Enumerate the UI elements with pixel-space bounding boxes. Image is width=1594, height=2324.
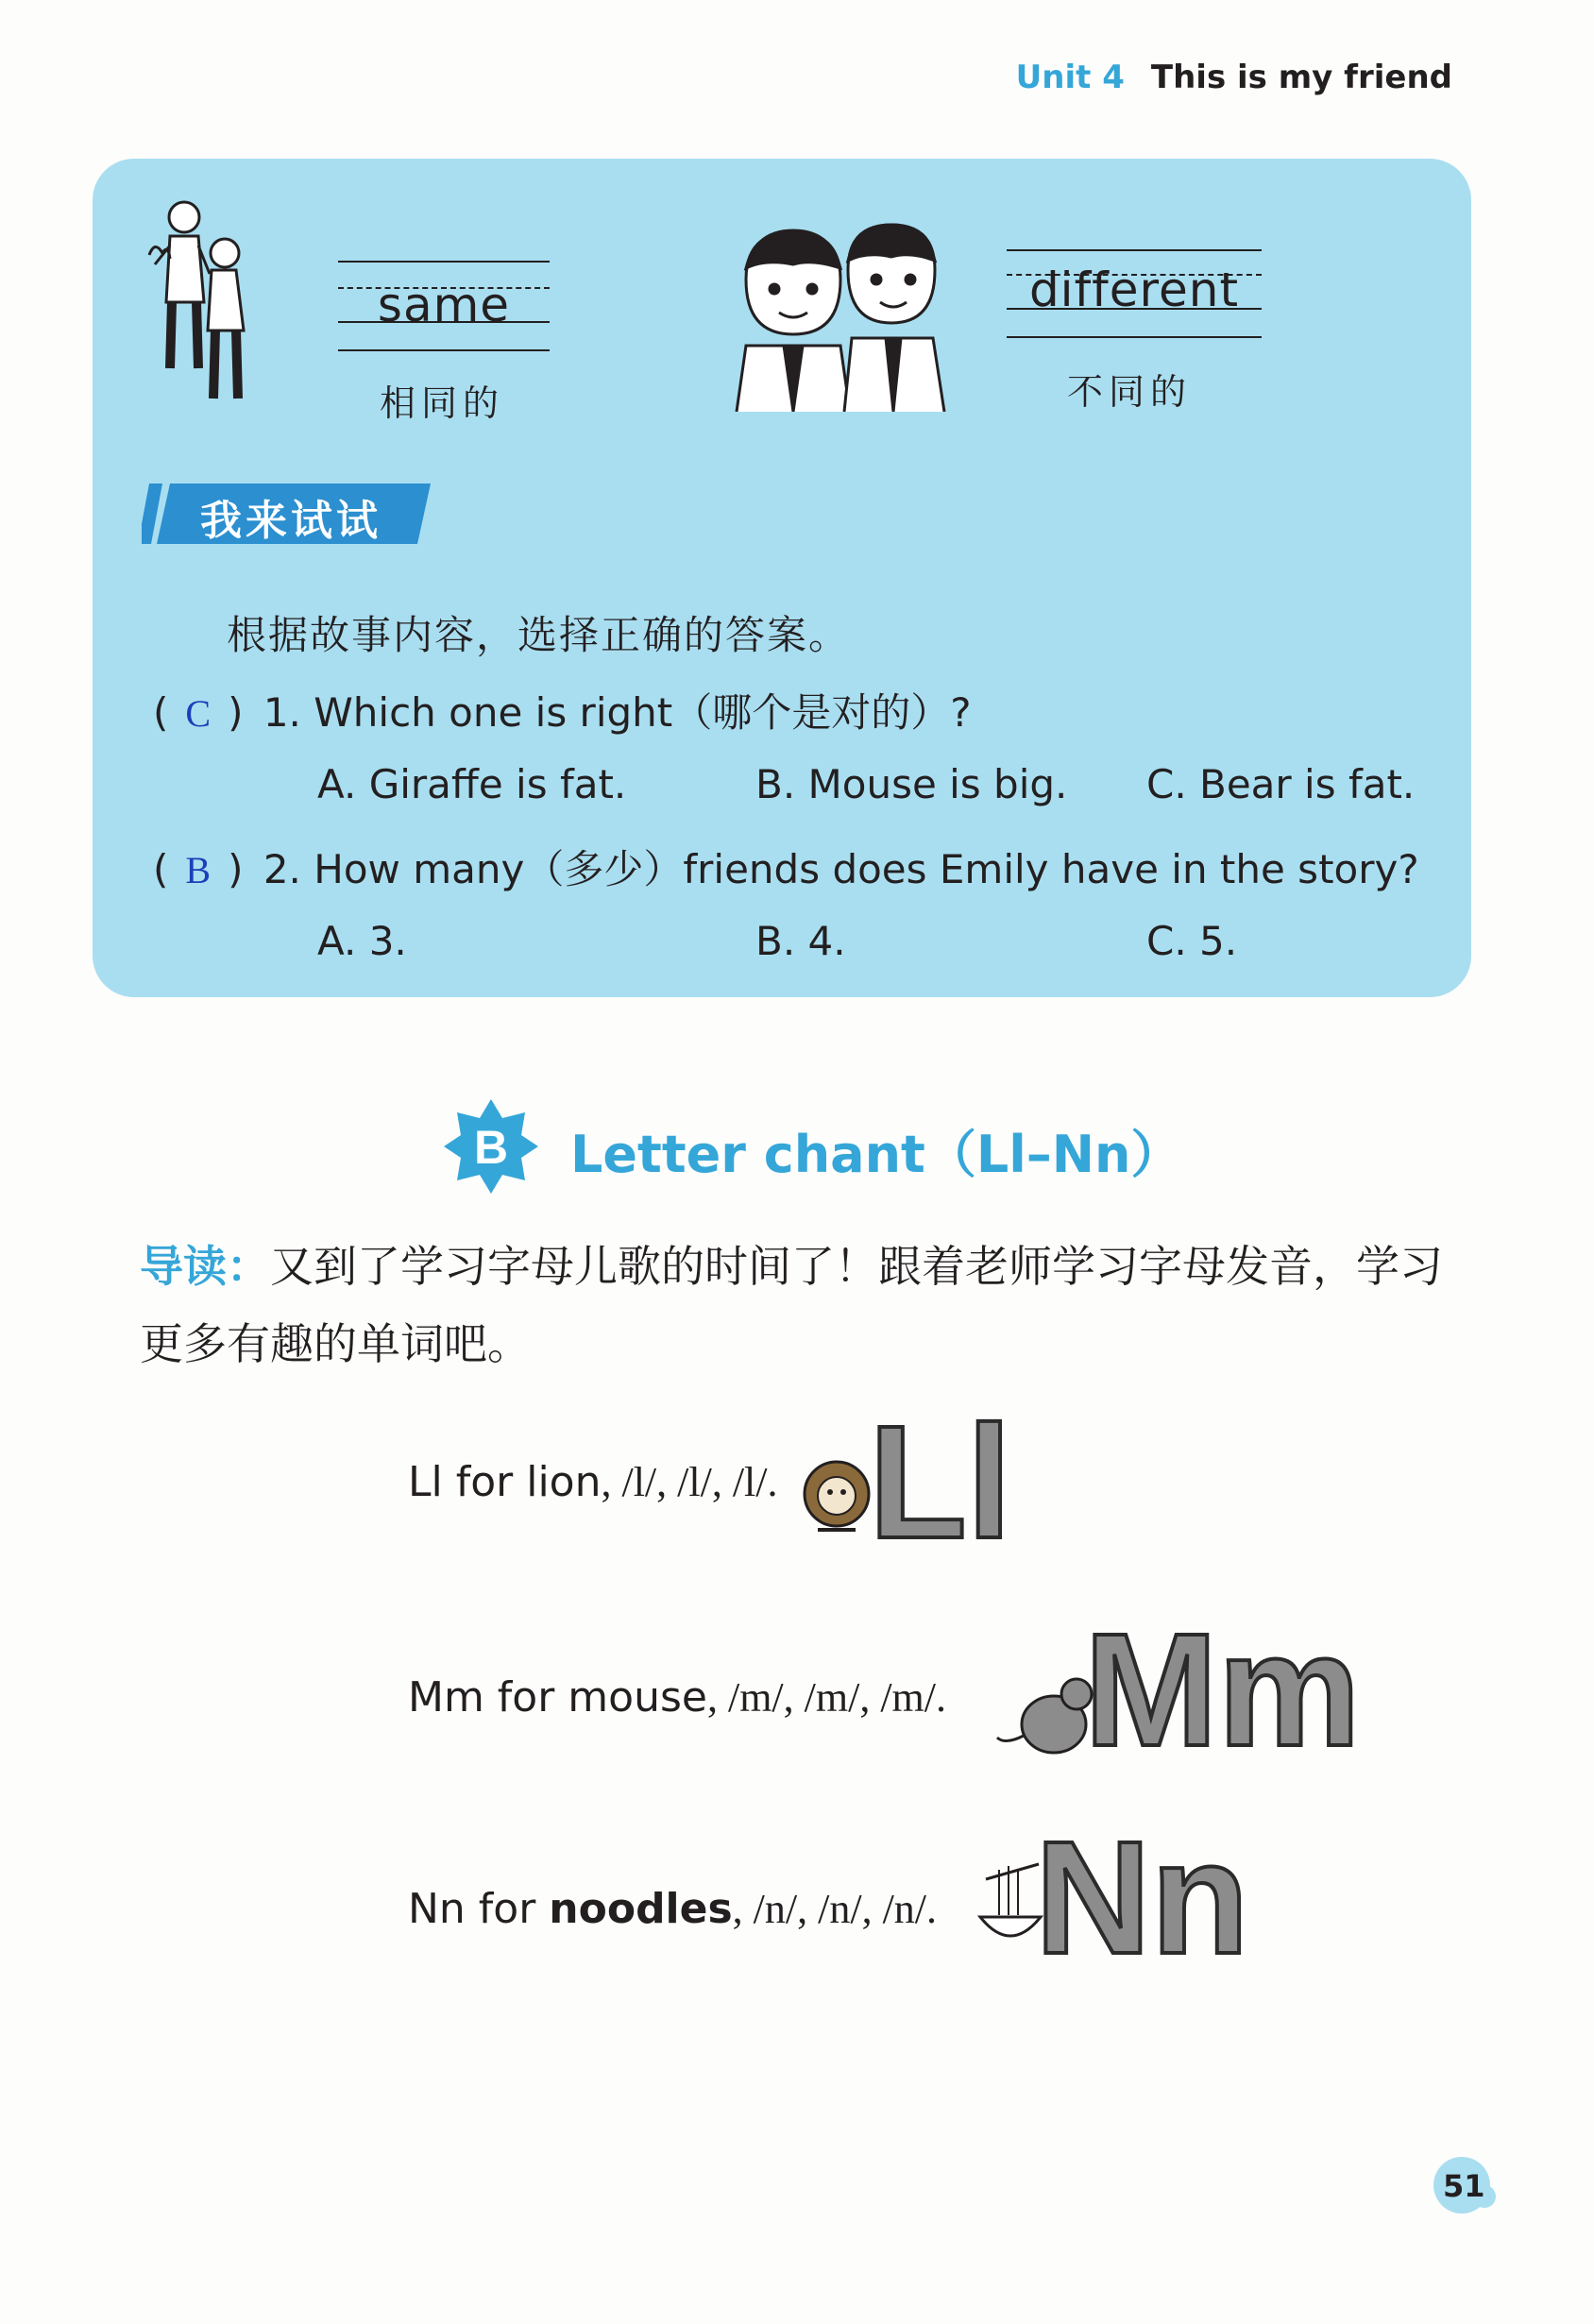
try-heading: 我来试试 [200,497,382,545]
vocab-meaning: 相同的 [380,382,505,424]
unit-title: This is my friend [1150,59,1452,96]
vocab-meaning: 不同的 [1067,371,1193,413]
answer-2: B [185,849,212,891]
vocab-word: same [377,278,511,332]
option-c: C. Bear is fat. [1146,761,1416,807]
two-boys-illustration [727,223,954,412]
option-a: A. Giraffe is fat. [317,761,627,807]
guide-text: 又到了学习字母儿歌的时间了！跟着老师学习字母发音，学习更多有趣的单词吧。 [140,1241,1443,1369]
vocab-word: different [1028,263,1240,317]
chant-line-l: Ll for lion, /l/, /l/, /l/. [408,1458,778,1506]
answer-1: C [185,692,212,735]
lion-icon [799,1454,874,1539]
option-a: A. 3. [317,918,407,964]
page-number: 51 [1443,2168,1485,2204]
letters-nn: Nn [1035,1808,1249,1988]
vocab-different [1007,249,1262,344]
question-1: ( C ) 1. Which one is right（哪个是对的）? [153,689,972,736]
option-b: B. 4. [755,918,846,964]
section-b-badge [444,1099,538,1194]
instruction: 根据故事内容，选择正确的答案。 [227,612,851,658]
option-b: B. Mouse is big. [755,761,1068,807]
letters-ll: Ll [869,1393,1012,1572]
guide-label: 导读： [140,1241,270,1292]
svg-text:B: B [473,1121,509,1174]
unit-label: Unit 4 [1015,59,1125,96]
question-text: How many（多少）friends does Emily have in the story? [314,846,1419,892]
two-girls-illustration [142,189,264,416]
question-text: Which one is right（哪个是对的）? [314,689,972,736]
question-2: ( B ) 2. How many（多少）friends does Emily have in the story? [153,846,1419,892]
unit-header [1016,59,1452,96]
guide-paragraph [140,1228,1462,1383]
option-c: C. 5. [1146,918,1238,964]
letters-mm: Mm [1084,1601,1361,1780]
chant-line-m: Mm for mouse, /m/, /m/, /m/. [408,1673,946,1722]
chant-line-n: Nn for noodles, /n/, /n/, /n/. [408,1885,938,1933]
section-b-title: Letter chant（Ll–Nn） [570,1125,1182,1184]
vocab-same [338,261,550,355]
